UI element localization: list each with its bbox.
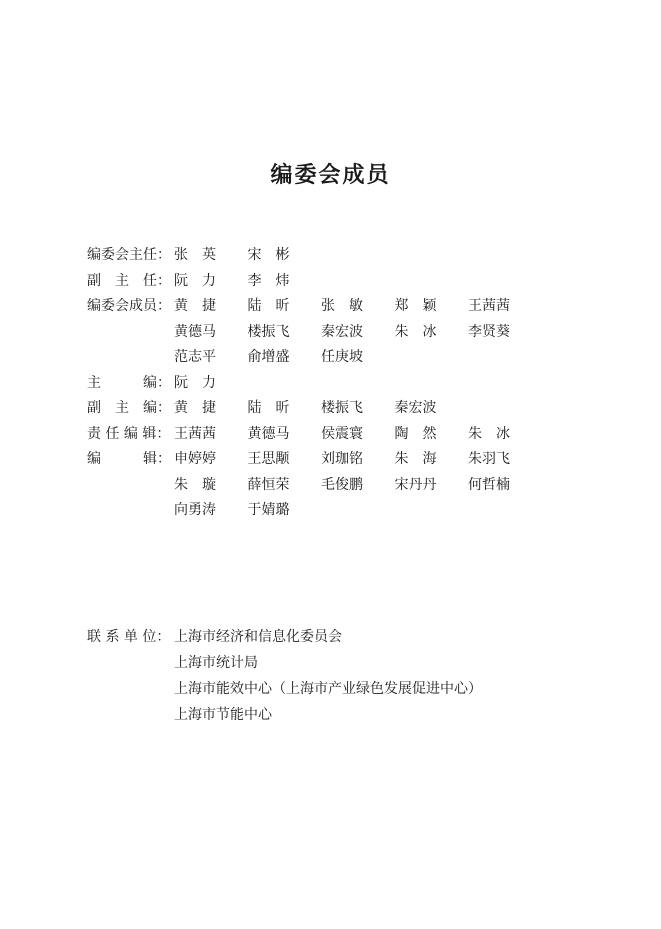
member-name: 向勇涛	[174, 502, 216, 518]
committee-list	[87, 243, 542, 524]
member-name: 张 敏	[321, 298, 363, 314]
role-label: 主 编：	[87, 374, 171, 391]
names-group	[174, 320, 542, 346]
member-name: 黄德马	[247, 425, 290, 442]
contact-unit: 上海市节能中心	[174, 707, 272, 723]
names-group	[174, 447, 542, 473]
member-name: 楼振飞	[247, 323, 290, 340]
member-name: 毛俊鹏	[321, 476, 363, 493]
member-name: 于婧璐	[247, 502, 290, 518]
member-name: 陆 昕	[247, 298, 290, 314]
contact-label-spacer	[87, 702, 174, 728]
member-name: 郑 颖	[394, 298, 437, 314]
member-name: 陆 昕	[247, 400, 290, 416]
contact-label-spacer	[87, 650, 174, 676]
names-group	[174, 345, 395, 371]
contact-row	[87, 624, 482, 650]
role-label	[87, 345, 174, 371]
committee-row	[87, 422, 542, 448]
member-name: 宋丹丹	[394, 476, 437, 493]
member-name: 黄 捷	[174, 400, 216, 416]
names-group	[174, 422, 542, 448]
member-name: 王茜茜	[174, 425, 216, 442]
role-label	[87, 498, 174, 524]
member-name: 朱羽飞	[468, 451, 510, 467]
committee-row	[87, 396, 542, 422]
member-name: 薛恒荣	[247, 476, 290, 493]
role-label: 编委会主任：	[87, 247, 171, 263]
committee-row	[87, 294, 542, 320]
names-group	[174, 371, 248, 397]
member-name: 刘珈铭	[321, 451, 363, 467]
committee-row	[87, 447, 542, 473]
member-name: 秦宏波	[321, 323, 363, 340]
contact-unit: 上海市能效中心（上海市产业绿色发展促进中心）	[174, 681, 482, 697]
names-group	[174, 473, 542, 499]
member-name: 侯震寰	[321, 425, 363, 442]
member-name: 朱 冰	[468, 425, 510, 442]
member-name: 陶 然	[394, 425, 437, 442]
member-name: 申婷婷	[174, 451, 216, 467]
contact-row	[87, 676, 482, 702]
member-name: 何哲楠	[468, 476, 510, 493]
role-label: 副 主 任：	[87, 272, 171, 289]
committee-row	[87, 345, 542, 371]
names-group	[174, 498, 321, 524]
role-label	[87, 473, 174, 499]
role-label: 编委会成员：	[87, 298, 171, 314]
names-group	[174, 243, 321, 269]
member-name: 宋 彬	[247, 247, 290, 263]
committee-row	[87, 371, 542, 397]
contact-unit: 上海市统计局	[174, 655, 258, 671]
member-name: 李 炜	[247, 272, 290, 289]
member-name: 楼振飞	[321, 400, 363, 416]
member-name: 俞增盛	[247, 349, 290, 365]
member-name: 李贤葵	[468, 323, 510, 340]
committee-row	[87, 473, 542, 499]
member-name: 阮 力	[174, 272, 216, 289]
member-name: 朱 冰	[394, 323, 437, 340]
contact-row	[87, 650, 482, 676]
committee-row	[87, 269, 542, 295]
committee-row	[87, 320, 542, 346]
member-name: 张 英	[174, 247, 216, 263]
committee-row	[87, 498, 542, 524]
page-title: 编委会成员	[270, 162, 391, 188]
member-name: 朱 海	[394, 451, 437, 467]
names-group	[174, 396, 468, 422]
member-name: 范志平	[174, 349, 216, 365]
contact-label: 联 系 单 位：	[87, 629, 171, 645]
names-group	[174, 269, 321, 295]
contact-row	[87, 702, 482, 728]
committee-row	[87, 243, 542, 269]
member-name: 任庚坡	[321, 349, 363, 365]
role-label: 编 辑：	[87, 451, 171, 467]
member-name: 黄 捷	[174, 298, 216, 314]
member-name: 王茜茜	[468, 298, 510, 314]
names-group	[174, 294, 542, 320]
member-name: 黄德马	[174, 323, 216, 340]
member-name: 朱 璇	[174, 476, 216, 493]
member-name: 王思颙	[247, 451, 290, 467]
contact-unit: 上海市经济和信息化委员会	[174, 629, 342, 645]
contact-label-spacer	[87, 676, 174, 702]
role-label: 责 任 编 辑：	[87, 425, 171, 442]
contact-section	[87, 624, 482, 728]
role-label	[87, 320, 174, 346]
member-name: 秦宏波	[394, 400, 437, 416]
member-name: 阮 力	[174, 374, 216, 391]
role-label: 副 主 编：	[87, 400, 171, 416]
